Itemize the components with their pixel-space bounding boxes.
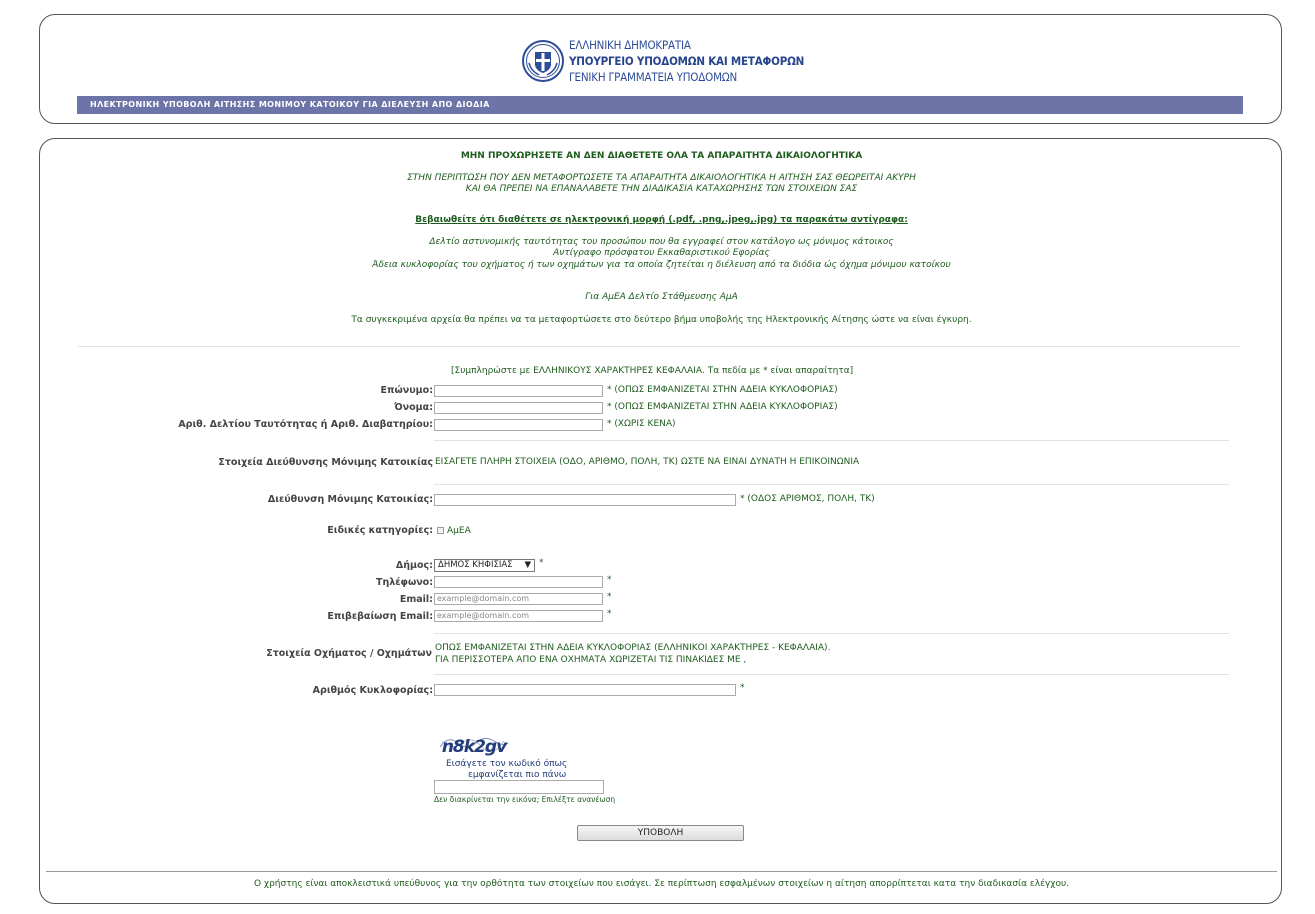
- required-doc-id: Δελτίο αστυνομικής ταυτότητας του προσώπου που θα εγγραφεί στον κατάλογο ως μόνιμος κάτοικος: [429, 237, 894, 247]
- id-number-input[interactable]: [434, 419, 603, 431]
- email-confirm-input[interactable]: example@domain.com: [434, 610, 603, 622]
- required-star: *: [740, 683, 745, 693]
- divider: [434, 440, 1229, 441]
- required-star: *: [607, 609, 612, 619]
- required-star: *: [607, 592, 612, 602]
- email-confirm-label: Επιβεβαίωση Email:: [327, 611, 433, 622]
- disabled-checkbox-label: ΑμΕΑ: [447, 526, 471, 536]
- dropdown-arrow-icon: ▼: [524, 560, 531, 570]
- phone-label: Τηλέφωνο:: [375, 577, 433, 588]
- required-doc-tax: Αντίγραφο πρόσφατου Εκκαθαριστικού Εφορίας: [553, 248, 770, 258]
- surname-label: Επώνυμο:: [380, 385, 433, 396]
- captcha-code: n8k2gv: [441, 737, 507, 757]
- name-label: Όνομα:: [394, 402, 433, 413]
- vehicle-section-label: Στοιχεία Οχήματος / Οχημάτων: [266, 648, 432, 659]
- main-panel: [39, 138, 1282, 904]
- name-input[interactable]: [434, 402, 603, 414]
- org-line-secretariat: ΓΕΝΙΚΗ ΓΡΑΜΜΑΤΕΙΑ ΥΠΟΔΟΜΩΝ: [569, 70, 738, 84]
- org-line-ministry: ΥΠΟΥΡΓΕΙΟ ΥΠΟΔΟΜΩΝ ΚΑΙ ΜΕΤΑΦΟΡΩΝ: [569, 54, 805, 68]
- greek-coat-of-arms-icon: [521, 39, 565, 83]
- footer-disclaimer: Ο χρήστης είναι αποκλειστικά υπεύθυνος για την ορθότητα των στοιχείων που εισάγει. Σε περίπτωση εσφαλμένων στοιχείων η αίτηση απορρίπτεται κατα την διαδικασία ελέγχου.: [253, 879, 1070, 889]
- municipality-select[interactable]: [434, 559, 535, 572]
- invalid-note-line2: ΚΑΙ ΘΑ ΠΡΕΠΕΙ ΝΑ ΕΠΑΝΑΛΑΒΕΤΕ ΤΗΝ ΔΙΑΔΙΚΑΣΙΑ ΚΑΤΑΧΩΡΗΣΗΣ ΤΩΝ ΣΤΟΙΧΕΙΩΝ ΣΑΣ: [465, 184, 858, 194]
- address-section-label: Στοιχεία Διεύθυνσης Μόνιμης Κατοικίας: [218, 457, 433, 468]
- plate-input[interactable]: [434, 684, 736, 696]
- required-doc-disabled: Για ΑμΕΑ Δελτίο Στάθμευσης ΑμΑ: [585, 292, 738, 302]
- surname-note: * (ΟΠΩΣ ΕΜΦΑΝΙΖΕΤΑΙ ΣΤΗΝ ΑΔΕΙΑ ΚΥΚΛΟΦΟΡΙΑΣ): [607, 385, 838, 395]
- required-doc-vehicle: Άδεια κυκλοφορίας του οχήματος ή των οχημάτων για τα οποία ζητείται η διέλευση από τα διόδια ώς όχημα μόνιμου κατοίκου: [372, 260, 951, 270]
- footer-divider: [46, 871, 1277, 872]
- captcha-input[interactable]: [434, 780, 604, 794]
- header-panel: [39, 14, 1282, 124]
- municipality-selected: ΔΗΜΟΣ ΚΗΦΙΣΙΑΣ: [438, 560, 513, 570]
- surname-input[interactable]: [434, 385, 603, 397]
- page-title-bar: ΗΛΕΚΤΡΟΝΙΚΗ ΥΠΟΒΟΛΗ ΑΙΤΗΣΗΣ ΜΟΝΙΜΟΥ ΚΑΤΟΙΚΟΥ ΓΙΑ ΔΙΕΛΕΥΣΗ ΑΠΟ ΔΙΟΔΙΑ: [77, 96, 1243, 114]
- divider: [434, 633, 1229, 634]
- municipality-label: Δήμος:: [395, 560, 433, 571]
- divider: [434, 484, 1229, 485]
- captcha-hint-line1: Εισάγετε τον κωδικό όπως: [446, 759, 568, 769]
- email-input[interactable]: example@domain.com: [434, 593, 603, 605]
- captcha-refresh-link[interactable]: Δεν διακρίνεται την εικόνα; Επιλέξτε ανανέωση: [434, 795, 616, 804]
- warning-heading: ΜΗΝ ΠΡΟΧΩΡΗΣΕΤΕ ΑΝ ΔΕΝ ΔΙΑΘΕΤΕΤΕ ΟΛΑ ΤΑ ΑΠΑΡΑΙΤΗΤΑ ΔΙΚΑΙΟΛΟΓΗΤΙΚΑ: [460, 151, 863, 161]
- id-number-label: Αριθ. Δελτίου Ταυτότητας ή Αριθ. Διαβατηρίου:: [178, 419, 433, 430]
- required-star: *: [539, 558, 544, 568]
- divider: [434, 674, 1229, 675]
- submit-button[interactable]: ΥΠΟΒΟΛΗ: [577, 825, 744, 841]
- plate-label: Αριθμός Κυκλοφορίας:: [312, 685, 433, 696]
- address-input[interactable]: [434, 494, 736, 506]
- address-note: * (ΟΔΟΣ ΑΡΙΘΜΟΣ, ΠΟΛΗ, ΤΚ): [740, 494, 875, 504]
- special-categories-label: Ειδικές κατηγορίες:: [327, 525, 433, 536]
- vehicle-note-line2: ΓΙΑ ΠΕΡΙΣΣΟΤΕΡΑ ΑΠΟ ΕΝΑ ΟΧΗΜΑΤΑ ΧΩΡΙΖΕΤΑΙ ΤΙΣ ΠΙΝΑΚΙΔΕΣ ΜΕ ,: [435, 655, 747, 665]
- disabled-checkbox[interactable]: [437, 527, 444, 534]
- name-note: * (ΟΠΩΣ ΕΜΦΑΝΙΖΕΤΑΙ ΣΤΗΝ ΑΔΕΙΑ ΚΥΚΛΟΦΟΡΙΑΣ): [607, 402, 838, 412]
- email-label: Email:: [399, 594, 433, 605]
- phone-input[interactable]: [434, 576, 603, 588]
- vehicle-note-line1: ΟΠΩΣ ΕΜΦΑΝΙΖΕΤΑΙ ΣΤΗΝ ΑΔΕΙΑ ΚΥΚΛΟΦΟΡΙΑΣ (ΕΛΛΗΝΙΚΟΙ ΧΑΡΑΚΤΗΡΕΣ - ΚΕΦΑΛΑΙΑ).: [435, 643, 831, 653]
- divider: [78, 346, 1240, 347]
- address-section-note: ΕΙΣΑΓΕΤΕ ΠΛΗΡΗ ΣΤΟΙΧΕΙΑ (ΟΔΟ, ΑΡΙΘΜΟ, ΠΟΛΗ, ΤΚ) ΩΣΤΕ ΝΑ ΕΙΝΑΙ ΔΥΝΑΤΗ Η ΕΠΙΚΟΙΝΩΝΙΑ: [435, 457, 860, 467]
- required-star: *: [607, 575, 612, 585]
- address-label: Διεύθυνση Μόνιμης Κατοικίας:: [267, 494, 433, 505]
- invalid-note-line1: ΣΤΗΝ ΠΕΡΙΠΤΩΣΗ ΠΟΥ ΔΕΝ ΜΕΤΑΦΟΡΤΩΣΕΤΕ ΤΑ ΑΠΑΡΑΙΤΗΤΑ ΔΙΚΑΙΟΛΟΓΗΤΙΚΑ Η ΑΙΤΗΣΗ ΣΑΣ ΘΕΩΡΕΙΤΑΙ ΑΚΥΡΗ: [407, 173, 916, 183]
- captcha-image: [438, 733, 510, 757]
- org-line-republic: ΕΛΛΗΝΙΚΗ ΔΗΜΟΚΡΑΤΙΑ: [569, 38, 691, 52]
- captcha-hint-line2: εμφανίζεται πιο πάνω: [468, 770, 567, 780]
- id-number-note: * (ΧΩΡΙΣ ΚΕΝΑ): [607, 419, 676, 429]
- ministry-logo: [521, 37, 821, 85]
- form-instructions: [Συμπληρώστε με ΕΛΛΗΝΙΚΟΥΣ ΧΑΡΑΚΤΗΡΕΣ ΚΕΦΑΛΑΙΑ. Τα πεδία με * είναι απαραίτητα]: [451, 366, 854, 376]
- required-docs-heading: Βεβαιωθείτε ότι διαθέτετε σε ηλεκτρονική μορφή (.pdf, .png,.jpeg,.jpg) τα παρακάτω αντίγραφα:: [415, 215, 908, 225]
- upload-note: Τα συγκεκριμένα αρχεία θα πρέπει να τα μεταφορτώσετε στο δεύτερο βήμα υποβολής της Ηλεκτρονικής Αίτησης ώστε να είναι έγκυρη.: [351, 315, 972, 325]
